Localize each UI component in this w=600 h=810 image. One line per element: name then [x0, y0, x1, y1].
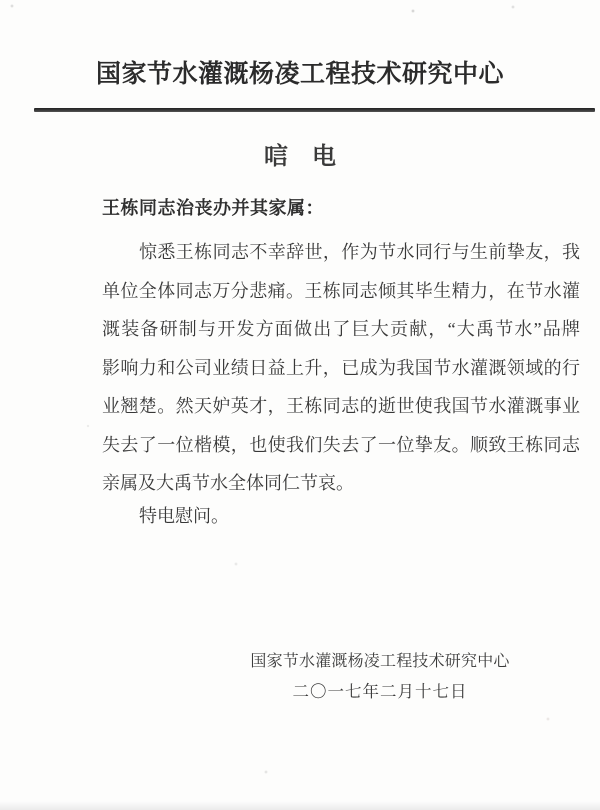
body-line: 业翘楚。然天妒英才，王栋同志的逝世使我国节水灌溉事业 — [102, 396, 580, 416]
body-line: 单位全体同志万分悲痛。王栋同志倾其毕生精力，在节水灌 — [102, 280, 580, 301]
signature-organization: 国家节水灌溉杨凌工程技术研究中心 — [250, 653, 510, 670]
salutation-line: 王栋同志治丧办并其家属： — [102, 198, 324, 218]
document-title: 唁 电 — [264, 144, 336, 170]
body-line: 溉装备研制与开发方面做出了巨大贡献，“大禹节水”品牌 — [102, 319, 580, 339]
letterhead-rule — [34, 108, 595, 112]
body-line: 失去了一位楷模，也使我们失去了一位挚友。顺致王栋同志 — [102, 434, 580, 455]
letterhead-organization: 国家节水灌溉杨凌工程技术研究中心 — [95, 61, 504, 88]
signature-date: 二〇一七年二月十七日 — [292, 682, 468, 701]
body-line: 影响力和公司业绩日益上升，已成为我国节水灌溉领域的行 — [102, 357, 580, 378]
body-line: 惊悉王栋同志不幸辞世，作为节水同行与生前挚友，我 — [139, 242, 580, 262]
body-paragraph — [102, 233, 580, 503]
signature-block — [248, 652, 512, 702]
body-line: 亲属及大禹节水全体同仁节哀。 — [102, 473, 354, 493]
closing-line: 特电慰问。 — [139, 506, 229, 526]
